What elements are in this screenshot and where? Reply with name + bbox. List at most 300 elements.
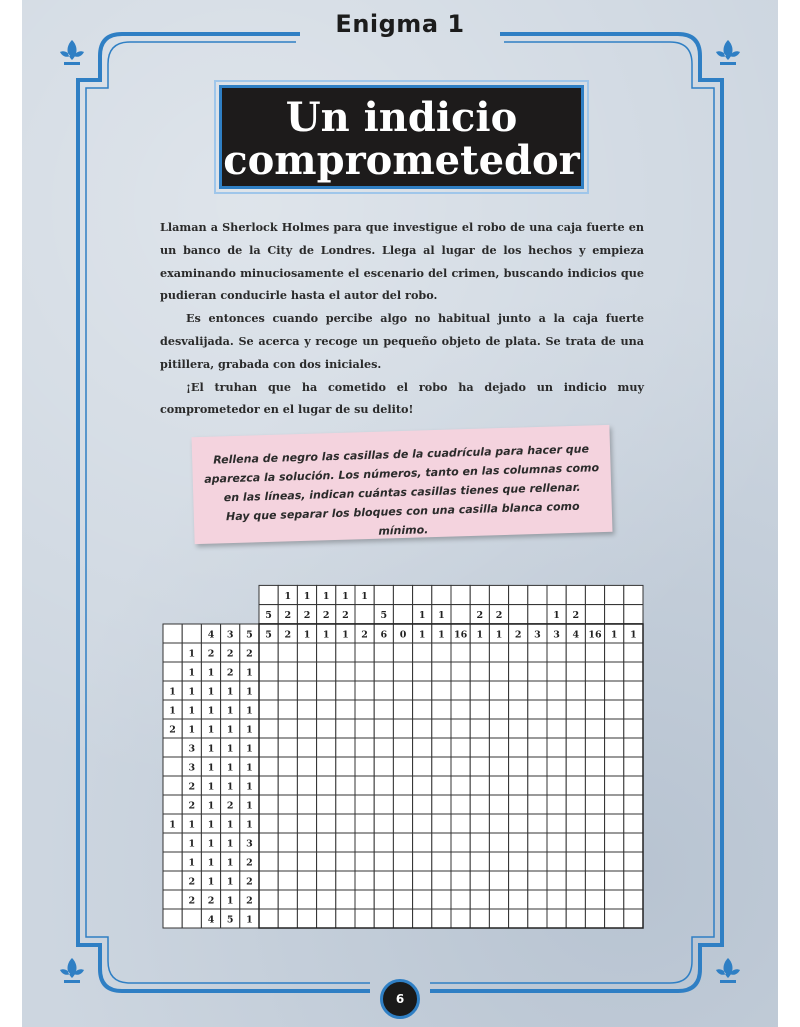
column-clue-number: 2 [495,610,503,622]
grid-cell [585,719,604,738]
grid-cell [509,795,528,814]
column-clue-cell [605,605,624,624]
grid-cell [605,719,624,738]
row-clue-number: 5 [226,914,234,926]
row-clue-number: 1 [188,705,196,717]
row-clue-cell [163,757,182,776]
grid-cell [297,852,316,871]
column-clue-cell [413,585,432,604]
grid-cell [413,909,432,928]
grid-cell [566,814,585,833]
grid-cell [605,700,624,719]
grid-cell [297,757,316,776]
grid-cell [470,833,489,852]
row-clue-cell [163,871,182,890]
grid-cell [566,795,585,814]
grid-cell [528,852,547,871]
instructions-line-1: Rellena de negro las casillas de la cuadrícula para hacer que [213,442,590,467]
grid-cell [585,890,604,909]
grid-cell [624,909,643,928]
grid-cell [566,890,585,909]
grid-cell [259,681,278,700]
row-clue-cell [163,738,182,757]
row-clue-number: 2 [226,667,234,679]
grid-cell [393,776,412,795]
grid-cell [336,681,355,700]
grid-cell [336,776,355,795]
grid-cell [489,757,508,776]
grid-cell [624,776,643,795]
row-clue-number: 2 [207,648,215,660]
grid-cell [413,700,432,719]
grid-cell [317,852,336,871]
grid-cell [489,776,508,795]
column-clue-number: 2 [284,610,292,622]
row-clue-number: 1 [188,819,196,831]
grid-cell [432,814,451,833]
column-clue-number: 16 [588,629,602,641]
grid-cell [336,833,355,852]
column-clue-number: 2 [572,610,580,622]
grid-cell [432,890,451,909]
grid-cell [470,814,489,833]
grid-cell [317,681,336,700]
grid-cell [451,776,470,795]
grid-cell [624,719,643,738]
instructions-line-3: en las líneas, indican cuántas casillas tienes que rellenar. [223,480,581,505]
row-clue-number: 1 [207,800,215,812]
grid-cell [528,662,547,681]
row-clue-number: 3 [246,838,253,850]
grid-cell [297,776,316,795]
grid-cell [470,852,489,871]
grid-cell [393,738,412,757]
grid-cell [355,776,374,795]
grid-cell [585,852,604,871]
grid-cell [336,909,355,928]
row-clue-number: 1 [188,648,196,660]
row-clue-number: 1 [226,743,234,755]
grid-cell [509,833,528,852]
column-clue-number: 4 [572,629,580,641]
row-clue-number: 1 [226,895,234,907]
grid-cell [585,662,604,681]
grid-cell [547,776,566,795]
grid-cell [470,776,489,795]
grid-cell [432,757,451,776]
grid-cell [489,909,508,928]
grid-cell [566,662,585,681]
grid-cell [528,776,547,795]
row-clue-number: 1 [188,857,196,869]
grid-cell [470,757,489,776]
row-clue-number: 1 [188,686,196,698]
grid-cell [259,700,278,719]
column-clue-number: 2 [342,610,349,622]
grid-cell [413,757,432,776]
grid-cell [355,909,374,928]
grid-cell [605,738,624,757]
column-clue-cell [509,585,528,604]
grid-cell [509,643,528,662]
row-clue-number: 4 [207,914,215,926]
row-clue-cell [163,624,182,643]
grid-cell [566,852,585,871]
grid-cell [297,719,316,738]
grid-cell [489,871,508,890]
grid-cell [317,719,336,738]
row-clue-cell [163,852,182,871]
grid-cell [393,833,412,852]
grid-cell [393,757,412,776]
grid-cell [297,890,316,909]
grid-cell [355,814,374,833]
grid-cell [451,814,470,833]
grid-cell [470,909,489,928]
column-clue-number: 1 [630,629,637,641]
story-paragraph-2: Es entonces cuando percibe algo no habitual junto a la caja fuerte desvalijada. Se acerca y recoge un pequeño objeto de plata. Se trata de una pitillera, grabada con dos iniciales. [160,311,644,371]
grid-cell [278,700,297,719]
row-clue-number: 2 [188,800,196,812]
grid-cell [509,738,528,757]
grid-cell [259,814,278,833]
grid-cell [355,757,374,776]
grid-cell [509,871,528,890]
grid-cell [528,643,547,662]
grid-cell [547,738,566,757]
grid-cell [278,814,297,833]
grid-cell [509,890,528,909]
grid-cell [393,700,412,719]
grid-cell [489,662,508,681]
row-clue-number: 1 [226,781,234,793]
grid-cell [585,738,604,757]
grid-cell [336,757,355,776]
grid-cell [624,681,643,700]
grid-cell [585,643,604,662]
grid-cell [566,738,585,757]
column-clue-number: 1 [303,629,311,641]
row-clue-number: 1 [246,914,253,926]
grid-cell [605,852,624,871]
column-clue-number: 6 [380,629,388,641]
grid-cell [413,643,432,662]
grid-cell [413,795,432,814]
grid-cell [585,909,604,928]
row-clue-number: 1 [226,686,234,698]
grid-cell [470,681,489,700]
grid-cell [374,852,393,871]
column-clue-number: 1 [342,629,349,641]
grid-cell [393,909,412,928]
grid-cell [528,871,547,890]
grid-cell [605,795,624,814]
grid-cell [317,795,336,814]
column-clue-cell [624,585,643,604]
grid-cell [393,890,412,909]
grid-cell [336,700,355,719]
grid-cell [547,909,566,928]
grid-cell [317,776,336,795]
grid-cell [528,814,547,833]
grid-cell [432,700,451,719]
row-clue-number: 1 [246,743,253,755]
grid-cell [566,643,585,662]
grid-cell [605,890,624,909]
grid-cell [566,681,585,700]
grid-cell [489,795,508,814]
grid-cell [528,700,547,719]
grid-cell [547,643,566,662]
grid-cell [355,700,374,719]
grid-cell [413,776,432,795]
grid-cell [509,909,528,928]
column-clue-number: 2 [322,610,330,622]
row-clue-number: 2 [226,800,234,812]
grid-cell [336,814,355,833]
row-clue-number: 2 [226,648,234,660]
row-clue-number: 2 [188,876,196,888]
grid-cell [317,757,336,776]
grid-cell [624,662,643,681]
row-clue-number: 4 [207,629,215,641]
grid-cell [374,795,393,814]
grid-cell [585,776,604,795]
column-clue-number: 1 [476,629,484,641]
grid-cell [278,795,297,814]
row-clue-number: 1 [207,724,215,736]
grid-cell [259,776,278,795]
grid-cell [470,738,489,757]
grid-cell [470,890,489,909]
row-clue-number: 1 [226,857,234,869]
grid-cell [547,871,566,890]
grid-cell [278,662,297,681]
grid-cell [355,890,374,909]
row-clue-number: 1 [188,838,196,850]
grid-cell [259,643,278,662]
grid-cell [605,909,624,928]
grid-cell [585,681,604,700]
grid-cell [278,852,297,871]
grid-cell [566,700,585,719]
column-clue-number: 3 [534,629,541,641]
column-clue-number: 1 [284,590,292,602]
row-clue-number: 1 [207,781,215,793]
grid-cell [355,795,374,814]
column-clue-cell [451,585,470,604]
grid-cell [317,890,336,909]
grid-cell [393,643,412,662]
puzzle-title-line-1: Un indicio [285,94,518,141]
grid-cell [624,795,643,814]
grid-cell [605,814,624,833]
grid-cell [393,871,412,890]
grid-cell [259,833,278,852]
instructions-line-2: aparezca la solución. Los números, tanto en las columnas como [204,461,600,486]
grid-cell [470,700,489,719]
grid-cell [547,681,566,700]
grid-cell [336,890,355,909]
grid-cell [509,852,528,871]
grid-cell [489,814,508,833]
row-clue-number: 1 [188,667,196,679]
column-clue-cell [509,605,528,624]
column-clue-cell [528,605,547,624]
grid-cell [605,643,624,662]
column-clue-cell [393,585,412,604]
row-clue-number: 1 [207,876,215,888]
row-clue-cell [163,890,182,909]
grid-cell [547,795,566,814]
row-clue-number: 2 [207,895,215,907]
grid-cell [374,776,393,795]
grid-cell [489,700,508,719]
grid-cell [451,852,470,871]
column-clue-cell [374,585,393,604]
column-clue-cell [624,605,643,624]
column-clue-cell [451,605,470,624]
grid-cell [432,662,451,681]
instructions-line-4: Hay que separar los bloques con una casilla blanca como mínimo. [225,499,580,538]
grid-cell [317,814,336,833]
grid-cell [374,833,393,852]
grid-cell [336,738,355,757]
column-clue-number: 16 [453,629,468,641]
page-number: 6 [380,979,420,1019]
row-clue-cell [163,795,182,814]
grid-cell [374,738,393,757]
grid-cell [259,662,278,681]
grid-cell [297,700,316,719]
grid-cell [432,871,451,890]
grid-cell [489,890,508,909]
grid-cell [489,852,508,871]
grid-cell [297,681,316,700]
grid-cell [470,719,489,738]
grid-cell [451,795,470,814]
grid-cell [528,890,547,909]
grid-cell [297,833,316,852]
grid-cell [489,738,508,757]
grid-cell [624,871,643,890]
grid-cell [278,833,297,852]
grid-cell [585,795,604,814]
grid-cell [451,738,470,757]
column-clue-number: 2 [476,610,484,622]
grid-cell [489,681,508,700]
grid-cell [566,719,585,738]
grid-cell [432,643,451,662]
grid-cell [585,700,604,719]
grid-cell [605,776,624,795]
column-clue-cell [585,585,604,604]
grid-cell [451,662,470,681]
row-clue-number: 1 [246,762,253,774]
row-clue-number: 1 [246,724,253,736]
column-clue-number: 5 [380,610,388,622]
grid-cell [509,662,528,681]
column-clue-number: 1 [438,610,445,622]
column-clue-number: 1 [495,629,503,641]
grid-cell [489,719,508,738]
row-clue-number: 1 [246,667,253,679]
grid-cell [605,833,624,852]
row-clue-cell [182,624,201,643]
grid-cell [432,795,451,814]
grid-cell [374,871,393,890]
row-clue-number: 1 [246,686,253,698]
grid-cell [509,700,528,719]
grid-cell [585,871,604,890]
grid-cell [336,662,355,681]
row-clue-number: 3 [188,762,196,774]
grid-cell [585,814,604,833]
row-clue-number: 1 [207,838,215,850]
grid-cell [374,719,393,738]
row-clue-number: 2 [169,724,176,736]
grid-cell [259,852,278,871]
grid-cell [393,719,412,738]
grid-cell [413,738,432,757]
story-paragraph-3: ¡El truhan que ha cometido el robo ha dejado un indicio muy comprometedor en el lugar de su delito! [160,379,644,417]
grid-cell [413,662,432,681]
grid-cell [509,719,528,738]
row-clue-number: 1 [169,686,176,698]
column-clue-number: 1 [553,610,560,622]
grid-cell [374,700,393,719]
grid-cell [451,833,470,852]
row-clue-number: 1 [226,876,234,888]
grid-cell [374,814,393,833]
grid-cell [259,795,278,814]
grid-cell [259,890,278,909]
row-clue-cell [163,833,182,852]
grid-cell [509,757,528,776]
row-clue-cell [163,643,182,662]
grid-cell [297,909,316,928]
column-clue-number: 2 [284,629,292,641]
column-clue-cell [489,585,508,604]
grid-cell [259,719,278,738]
grid-cell [566,833,585,852]
puzzle-title-line-2: comprometedor [223,137,580,184]
row-clue-number: 1 [226,819,234,831]
grid-cell [528,833,547,852]
grid-cell [432,681,451,700]
grid-cell [259,757,278,776]
grid-cell [509,776,528,795]
row-clue-number: 1 [207,743,215,755]
grid-cell [528,757,547,776]
column-clue-number: 3 [553,629,560,641]
row-clue-number: 2 [246,876,253,888]
grid-cell [278,681,297,700]
column-clue-cell [585,605,604,624]
grid-cell [624,643,643,662]
grid-cell [585,757,604,776]
grid-cell [355,681,374,700]
grid-cell [566,871,585,890]
grid-cell [278,719,297,738]
grid-cell [355,852,374,871]
grid-cell [547,757,566,776]
grid-cell [451,643,470,662]
grid-cell [317,662,336,681]
grid-cell [413,890,432,909]
grid-cell [336,795,355,814]
row-clue-number: 1 [226,705,234,717]
